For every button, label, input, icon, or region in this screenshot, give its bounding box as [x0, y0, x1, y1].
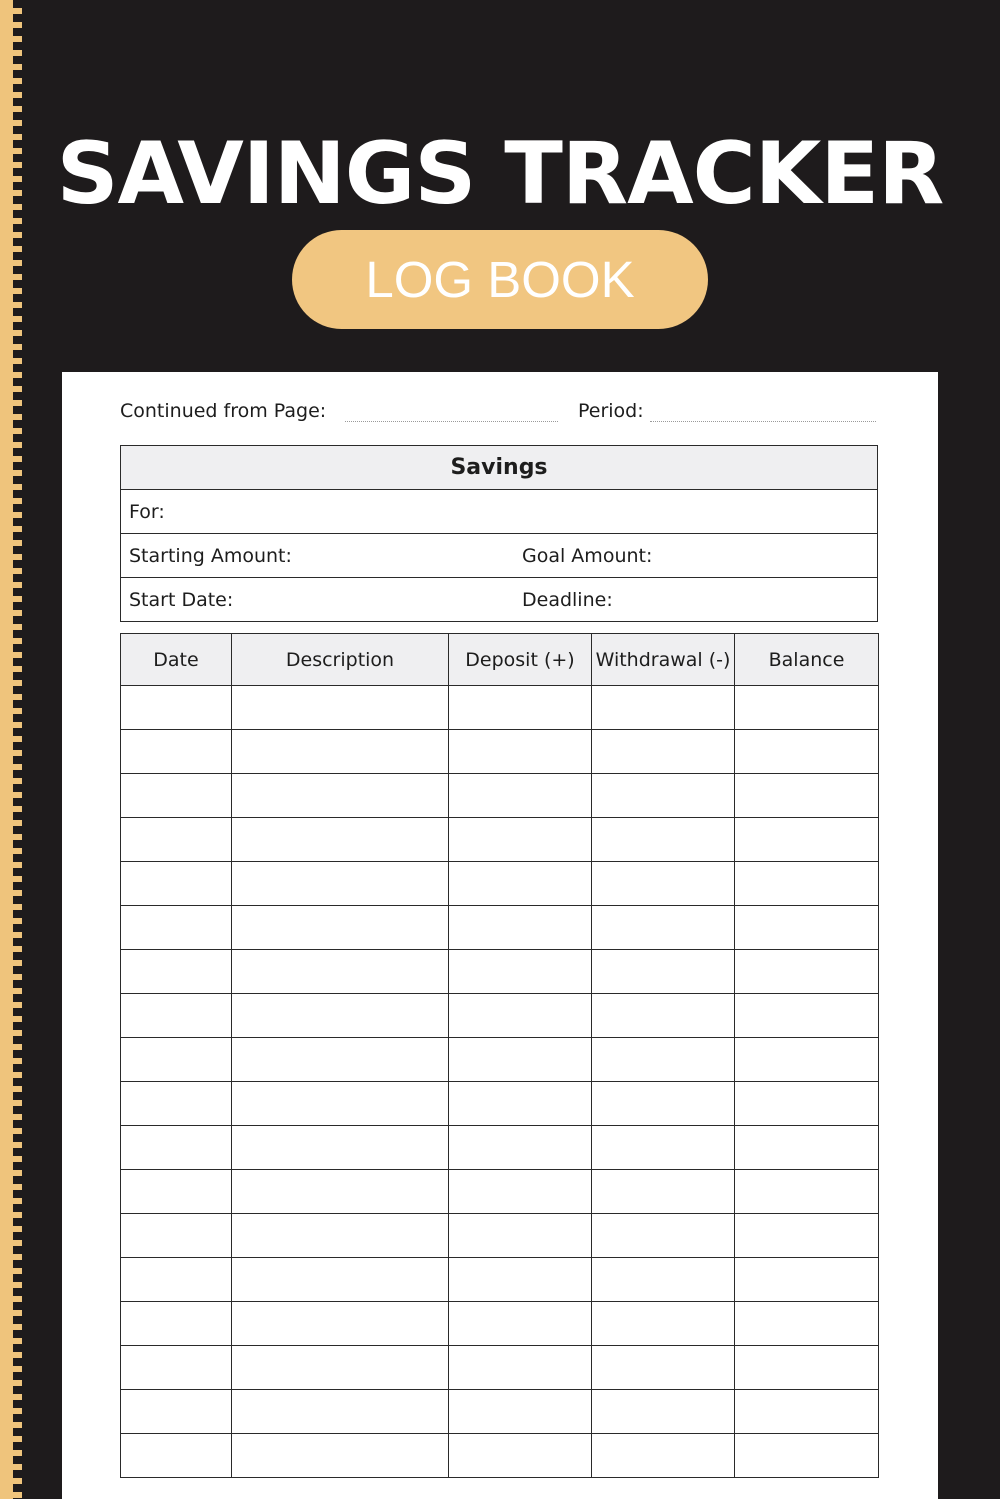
deposit-cell[interactable]: [449, 1082, 592, 1126]
balance-cell[interactable]: [735, 994, 879, 1038]
description-cell[interactable]: [232, 906, 449, 950]
balance-cell[interactable]: [735, 1258, 879, 1302]
balance-cell[interactable]: [735, 1390, 879, 1434]
deposit-cell[interactable]: [449, 1258, 592, 1302]
description-cell[interactable]: [232, 862, 449, 906]
description-cell[interactable]: [232, 1214, 449, 1258]
withdrawal-cell[interactable]: [592, 1434, 735, 1478]
withdrawal-cell[interactable]: [592, 950, 735, 994]
ledger-header-row: [121, 634, 879, 686]
deposit-cell[interactable]: [449, 1170, 592, 1214]
deposit-cell[interactable]: [449, 730, 592, 774]
balance-cell[interactable]: [735, 774, 879, 818]
withdrawal-cell[interactable]: [592, 862, 735, 906]
deposit-cell[interactable]: [449, 686, 592, 730]
date-column-header: Date: [121, 634, 232, 686]
deposit-cell[interactable]: [449, 818, 592, 862]
date-cell[interactable]: [121, 774, 232, 818]
deposit-cell[interactable]: [449, 774, 592, 818]
ledger-row: [121, 1170, 879, 1214]
date-cell[interactable]: [121, 1302, 232, 1346]
date-cell[interactable]: [121, 1170, 232, 1214]
balance-cell[interactable]: [735, 862, 879, 906]
balance-cell[interactable]: [735, 1214, 879, 1258]
withdrawal-cell[interactable]: [592, 1038, 735, 1082]
balance-cell[interactable]: [735, 1346, 879, 1390]
for-row[interactable]: [121, 489, 877, 533]
date-cell[interactable]: [121, 862, 232, 906]
date-cell[interactable]: [121, 1346, 232, 1390]
balance-cell[interactable]: [735, 1126, 879, 1170]
date-cell[interactable]: [121, 1434, 232, 1478]
savings-header-row: [121, 446, 877, 489]
date-cell[interactable]: [121, 1214, 232, 1258]
ledger-row: [121, 1434, 879, 1478]
balance-cell[interactable]: [735, 730, 879, 774]
date-cell[interactable]: [121, 1038, 232, 1082]
withdrawal-cell[interactable]: [592, 686, 735, 730]
date-cell[interactable]: [121, 950, 232, 994]
period-label: Period:: [578, 400, 644, 422]
log-page: [62, 372, 938, 1499]
balance-cell[interactable]: [735, 1038, 879, 1082]
withdrawal-cell[interactable]: [592, 906, 735, 950]
withdrawal-cell[interactable]: [592, 774, 735, 818]
description-cell[interactable]: [232, 1390, 449, 1434]
deposit-cell[interactable]: [449, 1346, 592, 1390]
balance-cell[interactable]: [735, 1082, 879, 1126]
description-column-header: Description: [232, 634, 449, 686]
deposit-cell[interactable]: [449, 1390, 592, 1434]
ledger-table: [120, 633, 879, 1478]
withdrawal-cell[interactable]: [592, 994, 735, 1038]
withdrawal-cell[interactable]: [592, 730, 735, 774]
date-cell[interactable]: [121, 1258, 232, 1302]
deposit-cell[interactable]: [449, 1434, 592, 1478]
deposit-cell[interactable]: [449, 1038, 592, 1082]
withdrawal-cell[interactable]: [592, 1126, 735, 1170]
date-cell[interactable]: [121, 1082, 232, 1126]
description-cell[interactable]: [232, 1170, 449, 1214]
withdrawal-cell[interactable]: [592, 1302, 735, 1346]
description-cell[interactable]: [232, 1346, 449, 1390]
ledger-row: [121, 730, 879, 774]
date-cell[interactable]: [121, 1126, 232, 1170]
starting-amount-label: Starting Amount:: [129, 545, 292, 567]
description-cell[interactable]: [232, 1082, 449, 1126]
date-cell[interactable]: [121, 906, 232, 950]
date-cell[interactable]: [121, 818, 232, 862]
date-cell[interactable]: [121, 730, 232, 774]
deposit-cell[interactable]: [449, 1126, 592, 1170]
balance-cell[interactable]: [735, 950, 879, 994]
ledger-row: [121, 1390, 879, 1434]
deposit-column-header: Deposit (+): [449, 634, 592, 686]
savings-info-box: [120, 445, 878, 622]
description-cell[interactable]: [232, 1126, 449, 1170]
ledger-row: [121, 1082, 879, 1126]
description-cell[interactable]: [232, 1302, 449, 1346]
balance-cell[interactable]: [735, 906, 879, 950]
ledger-row: [121, 1214, 879, 1258]
cover-title: SAVINGS TRACKER: [56, 124, 944, 224]
description-cell[interactable]: [232, 686, 449, 730]
ledger-row: [121, 994, 879, 1038]
deposit-cell[interactable]: [449, 994, 592, 1038]
continued-from-page-label: Continued from Page:: [120, 400, 327, 422]
description-cell[interactable]: [232, 950, 449, 994]
date-row[interactable]: [121, 577, 877, 621]
withdrawal-cell[interactable]: [592, 1170, 735, 1214]
balance-cell[interactable]: [735, 1170, 879, 1214]
deadline-label: Deadline:: [522, 589, 613, 611]
date-cell[interactable]: [121, 1390, 232, 1434]
deposit-cell[interactable]: [449, 862, 592, 906]
deposit-cell[interactable]: [449, 906, 592, 950]
description-cell[interactable]: [232, 1434, 449, 1478]
amount-row[interactable]: [121, 533, 877, 577]
deposit-cell[interactable]: [449, 1302, 592, 1346]
balance-column-header: Balance: [735, 634, 879, 686]
balance-cell[interactable]: [735, 686, 879, 730]
ledger-row: [121, 818, 879, 862]
description-cell[interactable]: [232, 1258, 449, 1302]
period-field[interactable]: [650, 421, 876, 422]
ledger-row: [121, 686, 879, 730]
withdrawal-cell[interactable]: [592, 1258, 735, 1302]
withdrawal-cell[interactable]: [592, 1214, 735, 1258]
ledger-row: [121, 862, 879, 906]
description-cell[interactable]: [232, 994, 449, 1038]
ledger-row: [121, 950, 879, 994]
ledger-row: [121, 1346, 879, 1390]
deposit-cell[interactable]: [449, 1214, 592, 1258]
balance-cell[interactable]: [735, 1434, 879, 1478]
ledger-row: [121, 906, 879, 950]
ledger-row: [121, 774, 879, 818]
date-cell[interactable]: [121, 686, 232, 730]
withdrawal-cell[interactable]: [592, 1082, 735, 1126]
ledger-body: [121, 686, 879, 1478]
withdrawal-cell[interactable]: [592, 1390, 735, 1434]
balance-cell[interactable]: [735, 1302, 879, 1346]
description-cell[interactable]: [232, 774, 449, 818]
goal-amount-label: Goal Amount:: [522, 545, 653, 567]
ledger-row: [121, 1258, 879, 1302]
withdrawal-column-header: Withdrawal (-): [592, 634, 735, 686]
balance-cell[interactable]: [735, 818, 879, 862]
deposit-cell[interactable]: [449, 950, 592, 994]
spine-stitching: [13, 0, 22, 1499]
start-date-label: Start Date:: [129, 589, 234, 611]
withdrawal-cell[interactable]: [592, 818, 735, 862]
description-cell[interactable]: [232, 1038, 449, 1082]
description-cell[interactable]: [232, 730, 449, 774]
continued-from-page-field[interactable]: [345, 421, 558, 422]
ledger-row: [121, 1126, 879, 1170]
date-cell[interactable]: [121, 994, 232, 1038]
cover-subtitle-badge: LOG BOOK: [292, 230, 708, 329]
withdrawal-cell[interactable]: [592, 1346, 735, 1390]
description-cell[interactable]: [232, 818, 449, 862]
ledger-row: [121, 1302, 879, 1346]
for-label: For:: [129, 501, 165, 523]
savings-heading: Savings: [450, 455, 548, 480]
ledger-row: [121, 1038, 879, 1082]
